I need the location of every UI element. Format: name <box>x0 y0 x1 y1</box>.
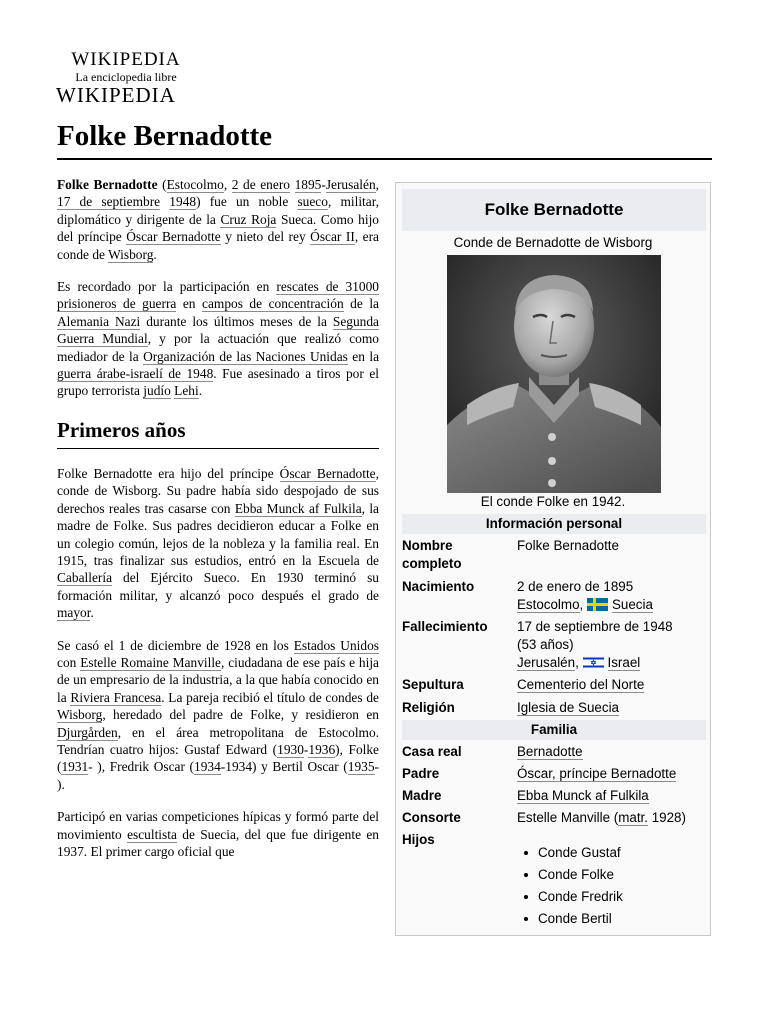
link-1936[interactable]: 1936 <box>308 741 336 757</box>
text: del Ejército Sueco. En 1930 terminó su formación militar, y alcanzó poco después el grado de <box>57 570 379 603</box>
list-item: Conde Fredrik <box>517 886 623 908</box>
logo-tagline: La enciclopedia libre <box>75 70 177 84</box>
text: - <box>303 741 309 757</box>
text: . La pareja recibió el título de condes de <box>161 689 379 705</box>
link-sueco[interactable]: sueco <box>297 194 328 210</box>
text: , y por la actuación que realizó como mediador de la <box>57 331 379 364</box>
text: Folke Bernadotte era hijo del príncipe <box>57 465 280 481</box>
logo-wordmark-large: WIKIPEDIA <box>56 83 176 107</box>
link-estocolmo[interactable]: Estocolmo <box>517 597 580 612</box>
religion-label: Religión <box>402 700 455 715</box>
padre-label: Padre <box>402 766 440 781</box>
text: con <box>57 654 81 670</box>
link-mayor[interactable]: mayor <box>57 605 91 621</box>
article-body <box>57 176 379 875</box>
photo-caption: El conde Folke en 1942. <box>480 494 626 509</box>
text: , <box>579 597 587 612</box>
text: , <box>375 177 379 192</box>
link-1931[interactable]: 1931 <box>61 759 89 775</box>
fallecimiento-value <box>517 618 707 672</box>
text: - <box>321 177 326 192</box>
text: -1934) y Bertil Oscar ( <box>220 759 348 775</box>
text: , era conde de <box>57 229 380 262</box>
text: - ), Fredrik Oscar ( <box>88 759 195 775</box>
text <box>160 194 169 209</box>
link-estados-unidos[interactable]: Estados Unidos <box>293 637 379 653</box>
link-1948[interactable]: 1948 <box>169 194 197 210</box>
link-oscar-bernadotte[interactable]: Óscar Bernadotte <box>126 229 221 245</box>
intro-paragraph-1 <box>57 176 379 263</box>
link-1935[interactable]: 1935 <box>347 759 375 775</box>
text: Estelle Manville ( <box>517 810 619 825</box>
nacimiento-value <box>517 578 707 614</box>
list-item: Conde Folke <box>517 864 623 886</box>
logo-wordmark: WIKIPEDIA <box>71 49 181 70</box>
section-paragraph-2 <box>57 637 379 794</box>
sweden-flag-icon <box>587 598 608 611</box>
death-age: (53 años) <box>517 637 574 652</box>
text: , <box>575 655 583 670</box>
link-ebba-munck[interactable]: Ebba Munck af Fulkila <box>234 500 362 516</box>
text: . <box>198 383 203 399</box>
link-wisborg[interactable]: Wisborg <box>57 707 103 723</box>
link-estelle-manville[interactable]: Estelle Romaine Manville <box>80 654 221 670</box>
link-oscar-bernadotte[interactable]: Óscar Bernadotte <box>279 465 376 481</box>
birth-date: 2 de enero de 1895 <box>517 579 634 594</box>
text: 1928) <box>647 810 686 825</box>
text: , heredado del padre de Folke, y residieron en <box>102 707 379 723</box>
link-lehi[interactable]: Lehi <box>174 383 199 399</box>
link-riviera-francesa[interactable]: Riviera Francesa <box>70 689 162 705</box>
personal-info-header: Información personal <box>402 514 706 534</box>
section-heading: Primeros años <box>57 417 186 442</box>
link-1934[interactable]: 1934 <box>194 759 221 775</box>
infobox-title: Folke Bernadotte <box>402 189 706 231</box>
section-divider <box>57 448 379 449</box>
family-header: Familia <box>402 720 706 740</box>
subject-name: Folke Bernadotte <box>57 177 158 192</box>
link-alemania-nazi[interactable]: Alemania Nazi <box>57 313 141 329</box>
text: en <box>176 296 203 312</box>
link-israel[interactable]: Israel <box>607 655 641 670</box>
text: y nieto del rey <box>220 229 311 245</box>
text: , en el área metropolitana de Estocolmo. Tendrían cuatro hijos: Gustaf Edward ( <box>57 724 379 757</box>
text: Participó en varias competiciones hípicas y formó parte del movimiento <box>57 809 379 842</box>
list-item: Conde Bertil <box>517 908 623 930</box>
consorte-label: Consorte <box>402 810 461 825</box>
link-campos-de-concentracion[interactable]: campos de concentración <box>202 296 344 312</box>
text: , militar, diplomático y dirigente de la <box>57 194 379 227</box>
israel-flag-icon <box>583 656 604 669</box>
link-ebba-munck[interactable]: Ebba Munck af Fulkila <box>517 788 649 803</box>
intro-paragraph-2 <box>57 278 379 400</box>
link-cementerio-del-norte[interactable]: Cementerio del Norte <box>517 677 645 692</box>
list-item: Conde Gustaf <box>517 842 623 864</box>
consorte-value <box>517 809 707 827</box>
title-divider <box>57 158 712 160</box>
link-oscar-principe[interactable]: Óscar, príncipe Bernadotte <box>517 766 677 781</box>
link-onu[interactable]: Organización de las Naciones Unidas <box>143 348 348 364</box>
madre-label: Madre <box>402 788 442 803</box>
text: Es recordado por la participación en <box>57 279 277 295</box>
text: , conde de Wisborg. Su padre había sido despojado de sus derechos reales tras casarse con <box>57 465 379 516</box>
link-bernadotte[interactable]: Bernadotte <box>517 744 583 759</box>
sepultura-label: Sepultura <box>402 677 464 692</box>
hijos-label: Hijos <box>402 832 435 847</box>
text: - ). <box>57 759 380 792</box>
link-1895[interactable]: 1895 <box>294 177 322 192</box>
text: . <box>153 246 157 262</box>
link-rescates[interactable]: rescates de 31000 prisioneros de guerra <box>57 279 379 312</box>
link-caballeria[interactable]: Caballería <box>57 570 113 586</box>
text: , ciudadana de ese país e hija de un empresario de la industria, a la que había conocido en la <box>57 654 379 705</box>
sepultura-value <box>517 676 707 694</box>
text: ) fue un noble <box>196 194 298 210</box>
madre-value <box>517 787 707 805</box>
link-cruz-roja[interactable]: Cruz Roja <box>220 211 277 227</box>
link-jerusalen[interactable]: Jerusalén <box>325 177 376 192</box>
infobox <box>395 182 711 936</box>
fallecimiento-label: Fallecimiento <box>402 619 488 634</box>
casa-value <box>517 743 707 761</box>
link-jerusalen[interactable]: Jerusalén <box>517 655 576 670</box>
link-iglesia-de-suecia[interactable]: Iglesia de Suecia <box>517 700 619 715</box>
section-paragraph-3 <box>57 808 379 860</box>
link-judio[interactable]: judío <box>143 383 171 399</box>
link-oscar-ii[interactable]: Óscar II <box>310 229 355 245</box>
link-1930[interactable]: 1930 <box>277 741 304 757</box>
text: Sueca. Como hijo del príncipe <box>57 211 380 245</box>
link-matrimonio[interactable]: matr. <box>618 810 648 825</box>
death-date: 17 de septiembre de 1948 <box>517 619 673 634</box>
text: en la <box>347 348 380 364</box>
text: ( <box>157 177 167 192</box>
link-estocolmo[interactable]: Estocolmo <box>166 177 224 192</box>
text: . Fue asesinado a tiros por el grupo terrorista <box>57 366 379 399</box>
link-segunda-guerra-mundial[interactable]: Segunda Guerra Mundial <box>57 313 379 347</box>
section-paragraph-1 <box>57 465 379 622</box>
infobox-subtitle: Conde de Bernadotte de Wisborg <box>453 235 653 250</box>
nacimiento-label: Nacimiento <box>402 579 475 594</box>
link-wisborg[interactable]: Wisborg <box>108 246 154 262</box>
text: de Suecia, del que fue dirigente en 1937. El primer cargo oficial que <box>57 826 379 859</box>
link-suecia[interactable]: Suecia <box>611 597 653 612</box>
text: . <box>90 605 94 621</box>
birth-place <box>517 596 707 614</box>
padre-value <box>517 765 707 783</box>
children-list <box>517 842 623 930</box>
wikipedia-logo[interactable] <box>56 50 196 106</box>
casa-label: Casa real <box>402 744 462 759</box>
text <box>290 177 295 192</box>
text: , <box>223 177 232 192</box>
link-escultista[interactable]: escultista <box>127 826 177 842</box>
link-2-de-enero[interactable]: 2 de enero <box>231 177 290 192</box>
nombre-value: Folke Bernadotte <box>517 538 619 553</box>
text: Se casó el 1 de diciembre de 1928 en los <box>57 637 294 653</box>
nombre-label: Nombre completo <box>402 538 462 571</box>
text: ), Folke ( <box>57 741 380 775</box>
link-djurgarden[interactable]: Djurgården <box>57 724 118 740</box>
religion-value <box>517 699 707 717</box>
death-place <box>517 654 707 672</box>
link-17-de-septiembre[interactable]: 17 de septiembre <box>57 194 161 210</box>
page-title: Folke Bernadotte <box>57 120 273 152</box>
text: , la madre de Folke. Sus padres decidieron educar a Folke en un colegio común, lejos de la nobleza y la familia real. En 1915, tras finalizar sus estudios, entró en la Escuela de <box>57 500 379 568</box>
portrait-photo[interactable] <box>447 255 661 493</box>
text: durante los últimos meses de la <box>140 313 333 329</box>
text: de la <box>343 296 379 312</box>
link-guerra-arabe-israeli[interactable]: guerra árabe-israelí de 1948 <box>57 366 214 382</box>
